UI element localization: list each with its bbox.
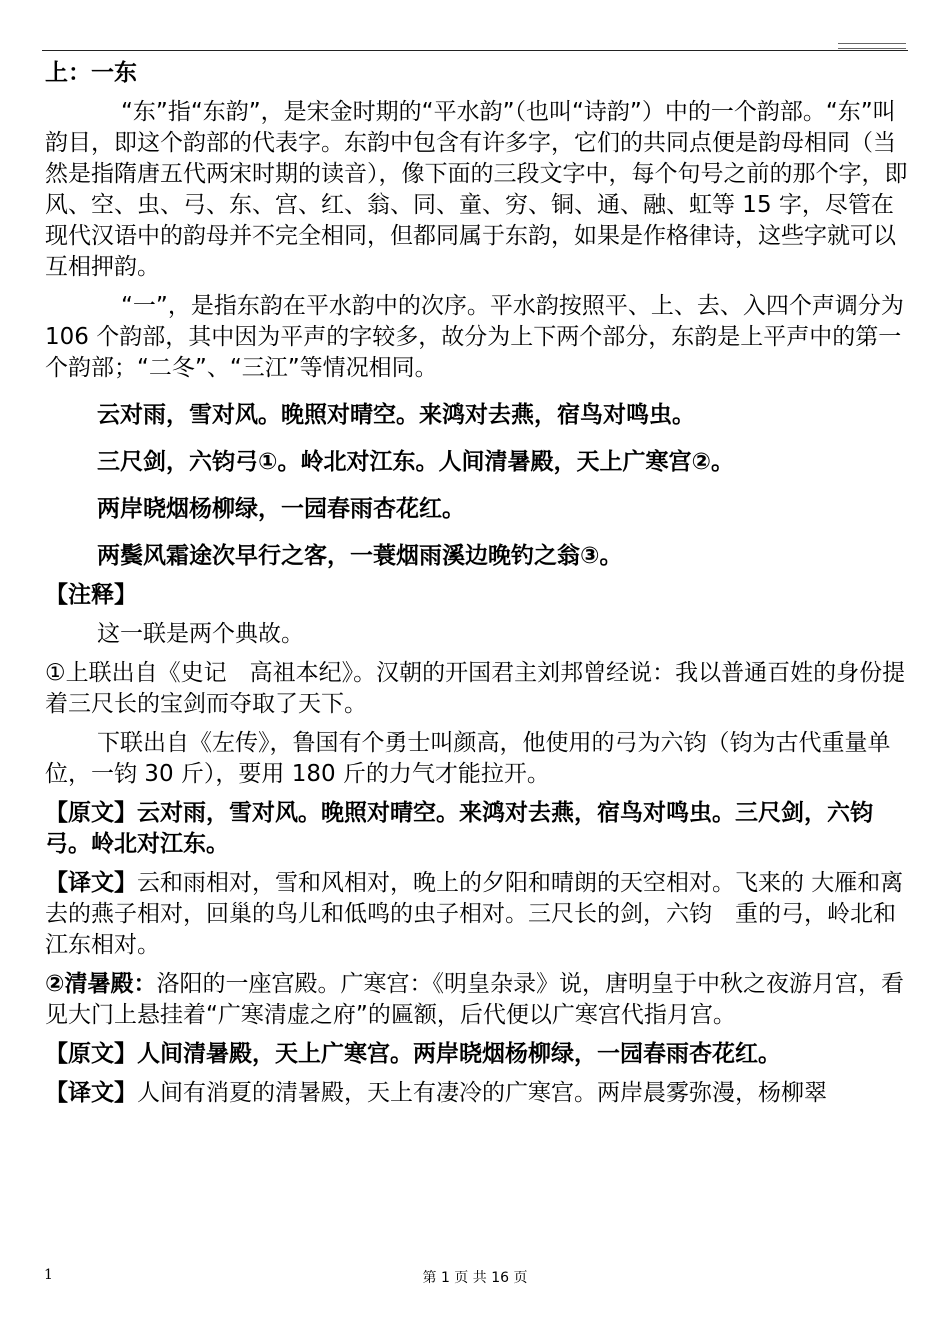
- translation-body: 云和雨相对，雪和风相对，晚上的夕阳和晴朗的天空相对。飞来的 大雁和离去的燕子相对，回巢的鸟儿和低鸣的虫子相对。三尺长的剑，六钧 重的弓，岭北和江东相对。: [45, 870, 904, 958]
- original-label: 【原文】: [45, 800, 137, 826]
- section-title: 上：一东: [45, 60, 137, 86]
- verse-line-4: 两鬓风霜途次早行之客，一蓑烟雨溪边晚钓之翁③。: [97, 543, 623, 569]
- verse-line-2: 三尺剑，六钧弓①。岭北对江东。人间清暑殿，天上广寒宫②。: [97, 449, 734, 475]
- translation-label: 【译文】: [45, 870, 137, 896]
- translation-1: [45, 868, 913, 961]
- original-text-2: [45, 1039, 913, 1070]
- verse-line-1: 云对雨，雪对风。晚照对晴空。来鸿对去燕，宿鸟对鸣虫。: [97, 402, 695, 428]
- document-body: [45, 58, 913, 1109]
- original-body: 云对雨，雪对风。晚照对晴空。来鸿对去燕，宿鸟对鸣虫。三尺剑，六钧弓。岭北对江东。: [45, 800, 873, 857]
- note-intro: 这一联是两个典故。: [97, 621, 304, 647]
- translation-body: 人间有消夏的清暑殿，天上有凄冷的广寒宫。两岸晨雾弥漫，杨柳翠: [137, 1080, 827, 1106]
- note-3-label: ②清暑殿：: [45, 971, 157, 997]
- note-3: [45, 969, 913, 1031]
- intro-paragraph-1: “东”指“东韵”，是宋金时期的“平水韵”（也叫“诗韵”）中的一个韵部。“东”叫韵目，即这个韵部的代表字。东韵中包含有许多字，它们的共同点便是韵母相同（当然是指隋唐五代两宋时期的读音），像下面的三段文字中，每个句号之前的那个字，即风、空、虫、弓、东、宫、红、翁、同、童、穷、铜、通、融、虹等 15 字，尽管在现代汉语中的韵母并不完全相同，但都同属于东韵，如果是作格律诗，这些字就可以互相押韵。: [45, 99, 908, 280]
- note-1: ①上联出自《史记 高祖本纪》。汉朝的开国君主刘邦曾经说：我以普通百姓的身份提着三尺长的宝剑而夺取了天下。: [45, 660, 906, 717]
- original-body: 人间清暑殿，天上广寒宫。两岸晓烟杨柳绿，一园春雨杏花红。: [137, 1041, 781, 1067]
- note-3-body: 洛阳的一座宫殿。广寒宫：《明皇杂录》说，唐明皇于中秋之夜游月宫，看见大门上悬挂着“广寒清虚之府”的匾额，后代便以广寒宫代指月宫。: [45, 971, 904, 1028]
- footer-left-number: 1: [44, 1267, 53, 1283]
- intro-paragraph-2: “一”，是指东韵在平水韵中的次序。平水韵按照平、上、去、入四个声调分为 106 个韵部，其中因为平声的字较多，故分为上下两个部分，东韵是上平声中的第一个韵部；“二冬”、“三江”等情况相同。: [45, 293, 904, 381]
- original-label: 【原文】: [45, 1041, 137, 1067]
- header-corner-mark: [838, 43, 906, 49]
- verse-line-3: 两岸晓烟杨柳绿，一园春雨杏花红。: [97, 496, 465, 522]
- header-rule: [42, 50, 908, 51]
- page-number: 第 1 页 共 16 页: [422, 1270, 528, 1286]
- note-2: 下联出自《左传》，鲁国有个勇士叫颜高，他使用的弓为六钧（钧为古代重量单位，一钧 30 斤），要用 180 斤的力气才能拉开。: [45, 730, 891, 787]
- original-text-1: [45, 798, 913, 860]
- translation-2: [45, 1078, 913, 1109]
- notes-heading: 【注释】: [45, 582, 137, 608]
- translation-label: 【译文】: [45, 1080, 137, 1106]
